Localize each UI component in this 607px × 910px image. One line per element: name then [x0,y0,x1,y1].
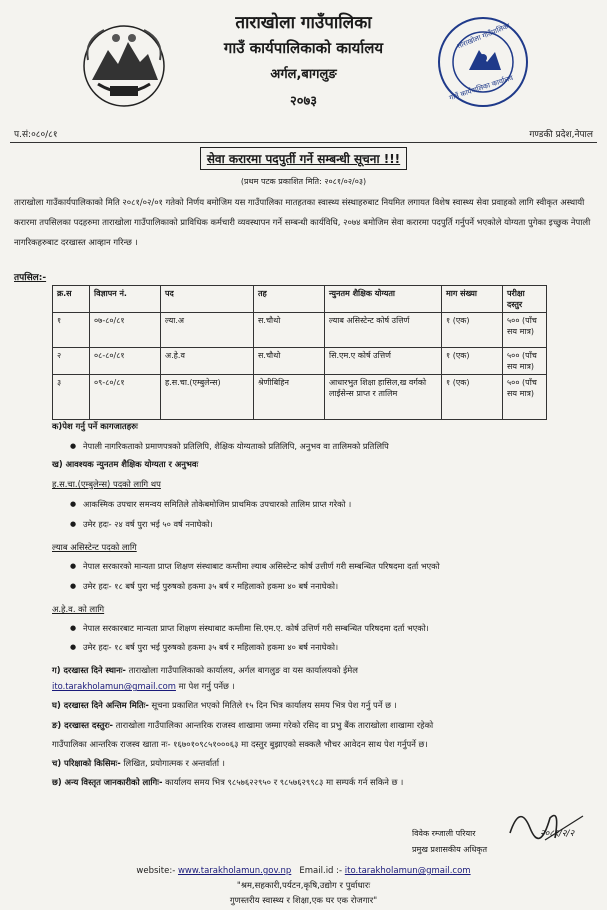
col-header: क्र.स [53,286,90,313]
municipality-name: ताराखोला गाउँपालिका [235,13,372,33]
handwritten-signature [505,798,585,848]
table-cell: १ (एक) [442,348,503,375]
table-cell: ३ [53,375,90,420]
qualification-heading: ख) आवश्यक न्युनतम शैक्षिक योग्यता र अनुभवः [52,459,199,469]
lab-assistant-heading: ल्याब असिस्टेन्ट पदको लागि [52,542,137,552]
ahw-age-item: ● उमेर हदः- १८ बर्ष पुरा भई पुरुषको हकमा ३५ बर्ष र महिलाको हकमा ४० बर्ष ननाघेको। [83,642,583,653]
ambulance-heading: ह.स.चा.(एम्बुलेन्स) पदको लागि थप [52,479,161,489]
table-cell: १ (एक) [442,313,503,348]
published-date: (प्रथम पटक प्रकाशित मिति: २०८१/०२/०३) [240,177,367,186]
contact-line [52,777,597,788]
email-label: Email.id :- [299,866,343,876]
lab-assistant-age-item: ● उमेर हदः- १८ बर्ष पुरा भई पुरुषको हकमा ३५ बर्ष र महिलाको हकमा ४० बर्ष ननाघेको। [83,581,583,592]
application-email-tail: मा पेश गर्नु पर्नेछ । [178,681,235,691]
application-place [52,661,592,679]
signatory-designation: प्रमुख प्रशासकीय अधिकृत [412,845,488,854]
website-link[interactable]: www.tarakholamun.gov.np [177,866,292,876]
contact-label: छ) अन्य विस्तृत जानकारीको लागिः- [52,777,163,787]
application-place-text: ताराखोला गाउँपालिकाको कार्यालय, अर्गल बागलुङ वा यस कार्यालयको ईमेल [128,665,358,675]
signature-date: २०८१/२/२ [540,829,575,839]
exam-type-line [52,758,225,769]
col-header: पद [161,286,254,313]
seal-text-top: ताराखोला गाउँपालिका [456,21,512,51]
reference-number: प.सं:०८०/८१ [14,130,58,140]
office-name: गाउँ कार्यपालिकाको कार्यालय [223,39,384,57]
table-cell: ०९-८०/८१ [90,375,161,420]
ahw-heading: अ.हे.व. को लागि [52,604,105,614]
application-email-line [52,681,235,692]
table-cell: ०७-८०/८१ [90,313,161,348]
col-header: माग संख्या [442,286,503,313]
table-cell: २ [53,348,90,375]
table-row [53,313,547,348]
fee-text-2: गाउँपालिका आन्तरिक राजस्व खाता नः- १६७०१०९८५१०००६३ मा दस्तुर बुझाएको सक्कलै भौचर आवेदन साथ पेश गर्नुपर्ने छ। [52,739,428,749]
application-email-link[interactable]: ito.tarakholamun@gmail.com [52,681,176,691]
signatory-name: विवेक रम्जाली परियार [412,829,476,838]
ahw-item: ● नेपाल सरकारबाट मान्यता प्राप्त शिक्षण संस्थाबाट कम्तीमा सि.एम.ए. कोर्ष उत्तिर्ण गरी सम्बन्धित परिषदमा दर्ता भएको। [83,623,583,634]
table-cell: ५०० (पाँच सय मात्र) [503,313,547,348]
province-name: गण्डकी प्रदेश,नेपाल [529,130,593,140]
table-row [53,348,547,375]
footer-slogan-1: "श्रम,सहकारी,पर्यटन,कृषि,उद्योग र पुर्वाधारः [236,881,371,891]
table-cell: अ.हे.व [161,348,254,375]
header-divider [10,142,597,143]
footer-email-link[interactable]: ito.tarakholamun@gmail.com [344,866,471,876]
notice-title: सेवा करारमा पदपुर्ती गर्ने सम्बन्धी सूचना !!! [200,147,407,170]
table-cell: ल्याब असिस्टेन्ट कोर्ष उत्तिर्ण [325,313,442,348]
office-address: अर्गल,बागलुङ [270,67,337,82]
table-cell: १ (एक) [442,375,503,420]
deadline-label: घ) दरखास्त दिने अन्तिम मितिः- [52,700,149,710]
table-cell: स.चौथो [254,348,325,375]
table-cell: ह.स.चा.(एम्बुलेन्स) [161,375,254,420]
table-header-row [53,286,547,313]
col-header: परीक्षा दस्तुर [503,286,547,313]
col-header: न्युनतम शैक्षिक योग्यता [325,286,442,313]
table-cell: आधारभुत शिक्षा हासिल,ख वर्गको लाईसेन्स प्राप्त र तालिम [325,375,442,420]
seal-text-bottom: गाउँ कार्यपालिका कार्यालय [448,73,515,103]
footer-contacts [0,866,607,876]
table-cell: ५०० (पाँच सय मात्र) [503,348,547,375]
exam-type-text: लिखित, प्रयोगात्मक र अन्तर्वार्ता । [123,758,225,768]
notice-intro: ताराखोला गाउँकार्यपालिकाको मिति २०८१/०२/०१ गतेको निर्णय बमोजिम यस गाउँपालिका मातहतका स्वास्थ्य संस्थाहरुबाट नियमित लगायत विशेष स्वास्थ्य सेवा प्रवाहको लागि स्वीकृत अस्थायी करारमा तपसिलका पदहरुमा ताराखोला गाउँपालिकाको प्राविधिक कर्मचारी व्यवस्थापन गर्ने सम्बन्धी कार्यविधि, २०७४ बमोजिम सेवा करारमा पदपुर्ति गर्नुपर्ने भएकोले योग्यता पुगेका इच्छुक नेपाली नागरिकहरुबाट दरखास्त आव्हान गरिन्छ । [14,197,591,247]
contact-text: कार्यालय समय भित्र ९८५७६२२९५० र ९८५७६२९९८३ मा सम्पर्क गर्न सकिने छ । [165,777,404,787]
exam-type-label: च) परिक्षाको किसिमः- [52,758,121,768]
positions-table [52,285,547,420]
deadline-text: सूचना प्रकाशित भएको मितिले १५ दिन भित्र कार्यालय समय भित्र पेश गर्नु पर्ने छ । [151,700,397,710]
website-label: website:- [136,866,176,876]
application-place-label: ग) दरखास्त दिने स्थानः- [52,665,126,675]
footer-slogan-2: गुणस्तरीय स्वास्थ्य र शिक्षा,एक घर एक रोजगार" [229,896,378,906]
fee-text-1: ताराखोला गाउँपालिका आन्तरिक राजस्व शाखामा जम्मा गरेको रसिद वा प्रभु बैंक ताराखोला शाखामा रहेको [115,720,434,730]
col-header: तह [254,286,325,313]
table-cell: ल्या.अ [161,313,254,348]
table-cell: १ [53,313,90,348]
ambulance-age-item: ● उमेर हदः- २४ वर्ष पुरा भई ५० वर्ष ननाघेको। [83,519,583,530]
documents-heading: क)पेश गर्नु पर्ने कागजातहरुः [52,421,138,431]
lab-assistant-item: ● नेपाल सरकारको मान्यता प्राप्त शिक्षण संस्थाबाट कम्तीमा ल्याब असिस्टेन्ट कोर्ष उत्तीर्ण गरी सम्बन्धित परिषदमा दर्ता भएको [83,561,593,572]
table-cell: स.चौथो [254,313,325,348]
tapsil-label: तपसिल:- [14,273,47,283]
table-cell: श्रेणीबिहिन [254,375,325,420]
ambulance-item: ● आकस्मिक उपचार समन्वय समितिले तोकेबमोजिम प्राथमिक उपचारको तालिम प्राप्त गरेको । [83,499,583,510]
documents-item: ● नेपाली नागरिकताको प्रमाणपत्रको प्रतिलिपि, शैक्षिक योग्यताको प्रतिलिपि, अनुभव वा तालिमको प्रतिलिपि [83,441,583,452]
table-cell: ०८-८०/८१ [90,348,161,375]
deadline-line [52,700,397,711]
table-row [53,375,547,420]
fee-line-1 [52,720,597,731]
establishment-year: २०७३ [289,94,318,109]
col-header: विज्ञापन नं. [90,286,161,313]
notice-title-wrap [0,147,607,170]
table-cell: सि.एम.ए कोर्ष उत्तिर्ण [325,348,442,375]
fee-label: ङ) दरखास्त दस्तुरः- [52,720,113,730]
table-cell: ५०० (पाँच सय मात्र) [503,375,547,420]
